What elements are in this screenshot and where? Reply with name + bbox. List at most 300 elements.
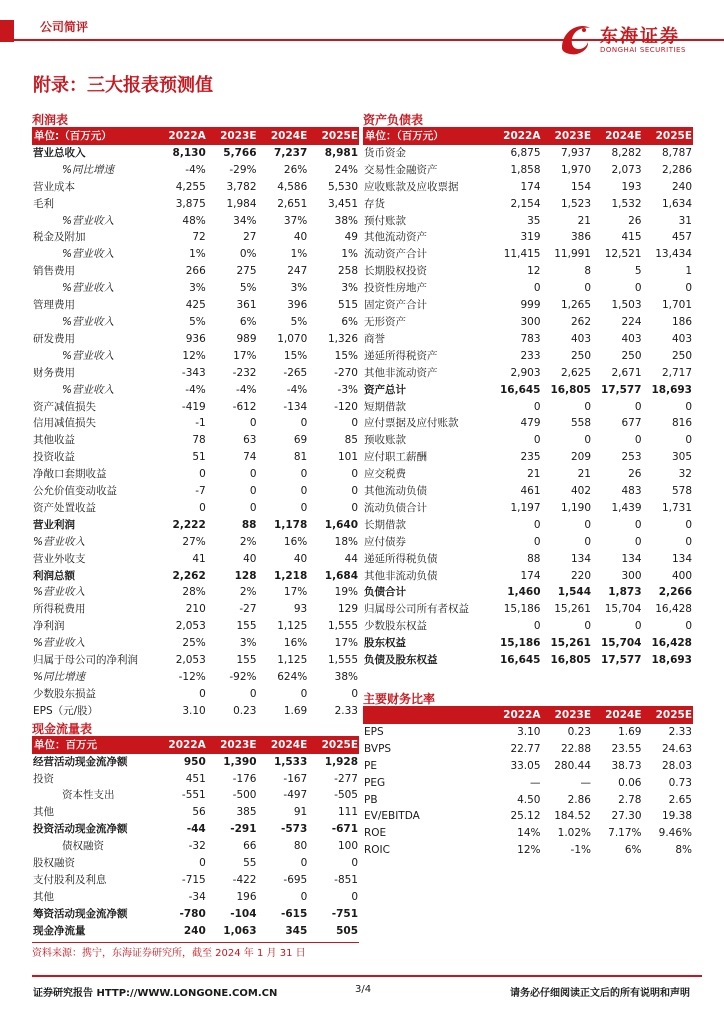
row-value: 18% bbox=[334, 535, 358, 548]
row-value: 93 bbox=[293, 603, 308, 616]
row-value: 15% bbox=[283, 349, 308, 362]
row-value: 1% bbox=[290, 248, 308, 261]
row-value: 8 bbox=[584, 265, 591, 278]
row-value: 24% bbox=[334, 163, 358, 176]
row-value: 1,731 bbox=[661, 501, 692, 514]
row-value: 0.73 bbox=[668, 776, 692, 789]
row-value: -497 bbox=[283, 789, 308, 802]
table-row bbox=[32, 669, 359, 686]
table-row bbox=[363, 314, 693, 331]
table-row bbox=[32, 618, 359, 635]
row-value: -612 bbox=[232, 400, 257, 413]
row-value: 8,787 bbox=[661, 146, 692, 159]
row-label: %营业收入 bbox=[62, 383, 114, 396]
row-value: 0 bbox=[351, 485, 358, 498]
row-label: 归属于母公司的净利润 bbox=[33, 654, 138, 667]
row-label: 投资活动现金流净额 bbox=[33, 823, 128, 836]
column-header-year: 2024E bbox=[592, 707, 643, 724]
row-value: -1 bbox=[195, 417, 206, 430]
row-value: 247 bbox=[287, 265, 308, 278]
row-value: 0 bbox=[300, 501, 308, 514]
row-value: 402 bbox=[570, 485, 591, 498]
row-value: 7,937 bbox=[560, 146, 591, 159]
row-value: 2,222 bbox=[172, 518, 206, 531]
table-row bbox=[32, 635, 359, 652]
row-value: 0 bbox=[584, 400, 591, 413]
row-value: 0 bbox=[300, 417, 308, 430]
row-value: 22.77 bbox=[510, 742, 541, 755]
row-value: 0.23 bbox=[567, 725, 591, 738]
table-row bbox=[32, 314, 359, 331]
footer-disclaimer: 请务必仔细阅读正文后的所有说明和声明 bbox=[510, 988, 690, 999]
row-label: PB bbox=[364, 793, 378, 806]
row-label: %营业收入 bbox=[62, 214, 114, 227]
row-label: 长期借款 bbox=[364, 518, 406, 531]
data-source-note: 资料来源：携宁，东海证券研究所，截至 2024 年 1 月 31 日 bbox=[32, 942, 359, 958]
row-label: 存货 bbox=[364, 197, 385, 210]
row-value: 1.02% bbox=[557, 827, 591, 840]
row-label: 资产处置收益 bbox=[33, 501, 96, 514]
row-value: 81 bbox=[293, 451, 308, 464]
row-label: 投资性房地产 bbox=[364, 282, 427, 295]
table-row bbox=[32, 179, 359, 196]
row-value: 0 bbox=[533, 518, 541, 531]
row-value: 400 bbox=[671, 569, 692, 582]
row-value: 5 bbox=[634, 265, 642, 278]
table-row bbox=[363, 179, 693, 196]
row-value: 0.06 bbox=[618, 776, 642, 789]
row-value: 275 bbox=[236, 265, 257, 278]
row-label: 财务费用 bbox=[33, 366, 75, 379]
row-value: 9.46% bbox=[658, 827, 692, 840]
row-value: 0 bbox=[249, 417, 257, 430]
row-value: 1,190 bbox=[560, 501, 591, 514]
row-value: 0 bbox=[634, 620, 642, 633]
row-value: 100 bbox=[337, 840, 358, 853]
row-value: 111 bbox=[337, 806, 358, 819]
row-label: 现金净流量 bbox=[33, 924, 86, 937]
column-header-year: 2025E bbox=[643, 707, 694, 724]
row-value: 1,873 bbox=[608, 586, 642, 599]
row-value: 26 bbox=[628, 468, 642, 481]
row-label: 营业总收入 bbox=[33, 146, 86, 159]
row-value: 300 bbox=[520, 315, 541, 328]
row-label: 其他流动负债 bbox=[364, 485, 427, 498]
table-row bbox=[32, 331, 359, 348]
row-value: 85 bbox=[344, 434, 358, 447]
logo-english-name: DONGHAI SECURITIES bbox=[600, 46, 686, 54]
table-row bbox=[32, 771, 359, 788]
row-value: 936 bbox=[185, 332, 206, 345]
row-label: 资本性支出 bbox=[62, 789, 115, 802]
row-value: 31 bbox=[678, 214, 692, 227]
row-value: 677 bbox=[621, 417, 642, 430]
row-value: 2,625 bbox=[560, 366, 591, 379]
row-value: 14% bbox=[517, 827, 541, 840]
row-label: %营业收入 bbox=[62, 282, 114, 295]
row-value: 16,645 bbox=[499, 654, 541, 667]
row-value: 2% bbox=[239, 586, 257, 599]
row-value: 13,434 bbox=[655, 248, 692, 261]
row-value: 2,053 bbox=[175, 620, 206, 633]
row-value: 250 bbox=[671, 349, 692, 362]
row-value: 26% bbox=[283, 163, 308, 176]
row-value: 16,805 bbox=[550, 654, 591, 667]
table-row bbox=[363, 213, 693, 230]
footer-site-link[interactable]: 证券研究报告 HTTP://WWW.LONGONE.COM.CN bbox=[33, 988, 278, 999]
row-value: 0 bbox=[584, 535, 591, 548]
row-value: 0 bbox=[300, 485, 308, 498]
column-header-year: 2025E bbox=[308, 737, 359, 754]
row-value: 4.50 bbox=[517, 793, 541, 806]
row-value: 3,875 bbox=[175, 197, 206, 210]
row-value: 38% bbox=[334, 671, 358, 683]
row-value: 1,858 bbox=[510, 163, 541, 176]
row-value: 578 bbox=[671, 485, 692, 498]
right-column bbox=[363, 112, 693, 859]
row-value: 41 bbox=[192, 552, 206, 565]
row-value: -671 bbox=[331, 823, 358, 836]
row-label: %营业收入 bbox=[62, 315, 114, 328]
row-value: 280.44 bbox=[554, 759, 591, 772]
table-row bbox=[363, 348, 693, 365]
table-row bbox=[32, 196, 359, 213]
row-label: 营业外收支 bbox=[33, 552, 86, 565]
row-value: 0 bbox=[351, 857, 358, 870]
row-label: 递延所得税资产 bbox=[364, 349, 438, 362]
row-value: 63 bbox=[243, 434, 257, 447]
row-value: 49 bbox=[344, 231, 358, 244]
row-value: 15,704 bbox=[600, 637, 642, 650]
row-value: 1.69 bbox=[283, 704, 308, 717]
row-value: 91 bbox=[293, 806, 308, 819]
row-label: PE bbox=[364, 759, 377, 772]
table-row bbox=[32, 551, 359, 568]
row-value: 0 bbox=[300, 687, 308, 700]
income-statement-title: 利润表 bbox=[32, 112, 359, 128]
column-header-year: 2024E bbox=[258, 737, 309, 754]
row-label: ROE bbox=[364, 827, 387, 840]
row-value: -1% bbox=[570, 844, 591, 857]
row-value: 1,218 bbox=[274, 569, 308, 582]
row-label: 资产减值损失 bbox=[33, 400, 96, 413]
row-value: 361 bbox=[236, 299, 257, 312]
row-value: 12,521 bbox=[604, 248, 642, 261]
row-value: 15,261 bbox=[554, 603, 591, 616]
column-header-year: 2022A bbox=[491, 707, 542, 724]
table-row bbox=[32, 483, 359, 500]
table-row bbox=[363, 842, 693, 859]
row-value: 3% bbox=[290, 282, 308, 295]
row-value: -419 bbox=[181, 400, 206, 413]
row-value: 0 bbox=[533, 400, 541, 413]
table-row bbox=[32, 601, 359, 618]
table-row bbox=[363, 432, 693, 449]
table-row bbox=[32, 754, 359, 771]
row-value: 1,640 bbox=[324, 518, 358, 531]
table-row bbox=[363, 331, 693, 348]
row-label: 其他 bbox=[33, 806, 54, 819]
row-value: 72 bbox=[192, 231, 206, 244]
row-label: %同比增速 bbox=[62, 163, 114, 176]
row-value: 1,178 bbox=[274, 518, 308, 531]
row-value: 134 bbox=[621, 552, 642, 565]
row-value: 5% bbox=[189, 315, 206, 328]
table-row bbox=[32, 365, 359, 382]
row-label: 管理费用 bbox=[33, 299, 75, 312]
row-value: 12 bbox=[527, 265, 541, 278]
row-value: 0 bbox=[199, 501, 206, 514]
row-value: -27 bbox=[239, 603, 257, 616]
table-row bbox=[32, 213, 359, 230]
row-value: 816 bbox=[671, 417, 692, 430]
row-value: 1% bbox=[189, 248, 206, 261]
row-value: 5,530 bbox=[327, 180, 358, 193]
page-number: 3/4 bbox=[355, 984, 372, 995]
row-value: 425 bbox=[185, 299, 206, 312]
row-label: 少数股东损益 bbox=[33, 687, 96, 700]
row-value: 0 bbox=[351, 501, 358, 514]
row-value: 1,684 bbox=[324, 569, 358, 582]
row-value: 4,255 bbox=[175, 180, 206, 193]
column-header-year: 2024E bbox=[258, 128, 309, 145]
column-header-year: 2023E bbox=[542, 128, 593, 145]
row-value: 2% bbox=[239, 535, 257, 548]
row-label: 债权融资 bbox=[62, 840, 104, 853]
column-header-year: 2022A bbox=[156, 128, 207, 145]
row-value: 1,523 bbox=[560, 197, 591, 210]
row-label: 营业利润 bbox=[33, 518, 75, 531]
row-label: 支付股利及利息 bbox=[33, 873, 107, 886]
row-value: 55 bbox=[243, 857, 257, 870]
row-value: — bbox=[580, 776, 591, 789]
row-value: 88 bbox=[241, 518, 257, 531]
logo-chinese-name: 东海证券 bbox=[600, 26, 680, 47]
balance-sheet-title: 资产负债表 bbox=[363, 112, 693, 128]
row-value: 128 bbox=[234, 569, 257, 582]
row-value: -270 bbox=[334, 366, 358, 379]
row-value: 16% bbox=[283, 535, 308, 548]
row-value: 66 bbox=[243, 840, 257, 853]
row-value: 220 bbox=[570, 569, 591, 582]
row-value: 4,586 bbox=[277, 180, 308, 193]
row-value: -4% bbox=[236, 383, 257, 396]
row-value: 15,186 bbox=[503, 603, 541, 616]
row-value: 989 bbox=[236, 332, 257, 345]
table-row bbox=[32, 145, 359, 162]
row-value: 1% bbox=[341, 248, 358, 261]
row-value: 7,237 bbox=[274, 146, 308, 159]
row-value: 1,125 bbox=[277, 620, 308, 633]
row-value: 403 bbox=[621, 332, 642, 345]
row-label: BVPS bbox=[364, 742, 392, 755]
column-header-year: 2023E bbox=[207, 737, 258, 754]
row-value: 0 bbox=[199, 857, 206, 870]
row-label: 公允价值变动收益 bbox=[33, 485, 117, 498]
row-value: 1,634 bbox=[661, 197, 692, 210]
row-value: 15,186 bbox=[499, 637, 541, 650]
row-label: 其他流动资产 bbox=[364, 231, 427, 244]
row-value: 3% bbox=[341, 282, 358, 295]
row-value: 3% bbox=[239, 637, 257, 650]
column-header-unit: 单位:（百万元） bbox=[32, 128, 156, 145]
row-value: 0 bbox=[300, 890, 308, 903]
row-value: 2,651 bbox=[277, 197, 308, 210]
row-value: 250 bbox=[570, 349, 591, 362]
row-value: 0 bbox=[685, 620, 692, 633]
report-type-tag: 公司简评 bbox=[40, 20, 89, 34]
row-value: 80 bbox=[293, 840, 308, 853]
row-value: 38% bbox=[334, 214, 358, 227]
row-value: 624% bbox=[277, 671, 308, 683]
row-value: 5% bbox=[239, 282, 257, 295]
row-value: 0 bbox=[634, 518, 642, 531]
row-value: 0 bbox=[533, 620, 541, 633]
row-value: 250 bbox=[621, 349, 642, 362]
row-value: 0 bbox=[685, 282, 692, 295]
row-value: 999 bbox=[520, 299, 541, 312]
row-label: 净敞口套期收益 bbox=[33, 468, 107, 481]
row-value: 6,875 bbox=[510, 146, 541, 159]
row-label: EPS（元/股） bbox=[33, 704, 99, 717]
row-value: 38.73 bbox=[611, 759, 642, 772]
row-value: 300 bbox=[621, 569, 642, 582]
row-value: 5,766 bbox=[223, 146, 257, 159]
table-row bbox=[363, 792, 693, 809]
row-label: 毛利 bbox=[33, 197, 54, 210]
row-value: 240 bbox=[671, 180, 692, 193]
table-row bbox=[32, 821, 359, 838]
row-label: 利润总额 bbox=[33, 569, 75, 582]
table-row bbox=[32, 500, 359, 517]
row-value: 22.88 bbox=[560, 742, 591, 755]
table-row bbox=[32, 906, 359, 923]
row-label: 归属母公司所有者权益 bbox=[364, 603, 469, 616]
row-value: 134 bbox=[570, 552, 591, 565]
row-value: 28.03 bbox=[661, 759, 692, 772]
footer-divider bbox=[32, 975, 702, 977]
row-label: 商誉 bbox=[364, 332, 385, 345]
row-label: 所得税费用 bbox=[33, 603, 86, 616]
row-value: 0 bbox=[249, 485, 257, 498]
row-value: -92% bbox=[229, 671, 257, 683]
row-value: 3.10 bbox=[182, 704, 206, 717]
row-value: -695 bbox=[283, 873, 308, 886]
table-row bbox=[363, 741, 693, 758]
row-label: %营业收入 bbox=[62, 248, 114, 261]
table-row bbox=[32, 568, 359, 585]
row-value: -615 bbox=[280, 907, 308, 920]
income-statement-table bbox=[32, 128, 359, 720]
row-value: 3% bbox=[189, 282, 206, 295]
row-value: -422 bbox=[232, 873, 257, 886]
row-label: 长期股权投资 bbox=[364, 265, 427, 278]
row-value: 17% bbox=[283, 586, 308, 599]
row-value: -265 bbox=[283, 366, 308, 379]
row-value: 40 bbox=[243, 552, 257, 565]
row-value: -32 bbox=[188, 840, 206, 853]
row-value: 24.63 bbox=[661, 742, 692, 755]
table-row bbox=[32, 517, 359, 534]
row-value: 17% bbox=[233, 349, 257, 362]
row-value: 6% bbox=[239, 315, 257, 328]
row-value: 25% bbox=[182, 637, 206, 650]
row-value: 48% bbox=[182, 214, 206, 227]
row-label: 其他 bbox=[33, 890, 54, 903]
table-row bbox=[363, 635, 693, 652]
row-value: 0 bbox=[351, 468, 358, 481]
column-header-year: 2023E bbox=[542, 707, 593, 724]
row-label: 投资收益 bbox=[33, 451, 75, 464]
row-value: 2,903 bbox=[510, 366, 541, 379]
row-value: 19.38 bbox=[661, 810, 692, 823]
row-value: 233 bbox=[520, 349, 541, 362]
table-row bbox=[363, 775, 693, 792]
row-value: 1,439 bbox=[611, 501, 642, 514]
table-row bbox=[32, 703, 359, 720]
row-label: 流动负债合计 bbox=[364, 501, 427, 514]
row-value: — bbox=[530, 776, 541, 789]
row-value: 1,555 bbox=[327, 654, 358, 667]
table-row bbox=[363, 229, 693, 246]
row-label: 其他非流动负债 bbox=[364, 569, 438, 582]
cashflow-statement-title: 现金流量表 bbox=[32, 721, 359, 737]
cashflow-statement-table bbox=[32, 737, 359, 940]
row-value: 2,671 bbox=[611, 366, 642, 379]
row-value: 154 bbox=[570, 180, 591, 193]
table-row bbox=[363, 263, 693, 280]
column-header-year: 2022A bbox=[156, 737, 207, 754]
row-value: 0 bbox=[685, 434, 692, 447]
row-value: 155 bbox=[236, 620, 257, 633]
row-label: 流动资产合计 bbox=[364, 248, 427, 261]
row-value: -44 bbox=[186, 823, 206, 836]
table-row bbox=[32, 584, 359, 601]
row-label: 经营活动现金流净额 bbox=[33, 755, 128, 768]
row-value: 240 bbox=[183, 924, 206, 937]
row-value: 7.17% bbox=[608, 827, 642, 840]
row-label: 递延所得税负债 bbox=[364, 552, 438, 565]
row-value: 8,282 bbox=[611, 146, 642, 159]
row-label: EPS bbox=[364, 725, 384, 738]
row-value: 0 bbox=[584, 282, 591, 295]
row-value: 51 bbox=[192, 451, 206, 464]
row-value: 5% bbox=[290, 315, 308, 328]
row-value: -120 bbox=[334, 400, 358, 413]
row-value: 3,451 bbox=[327, 197, 358, 210]
table-row bbox=[363, 145, 693, 162]
row-label: 固定资产合计 bbox=[364, 299, 427, 312]
table-row bbox=[363, 825, 693, 842]
table-row bbox=[32, 889, 359, 906]
row-value: 0 bbox=[685, 535, 692, 548]
row-value: 1,125 bbox=[277, 654, 308, 667]
table-row bbox=[32, 263, 359, 280]
row-value: 0 bbox=[634, 535, 642, 548]
row-value: 186 bbox=[671, 315, 692, 328]
row-value: 258 bbox=[337, 265, 358, 278]
table-row bbox=[363, 297, 693, 314]
row-value: -232 bbox=[232, 366, 257, 379]
column-header-unit: 单位：（百万元） bbox=[363, 128, 491, 145]
balance-sheet-table bbox=[363, 128, 693, 669]
row-value: 558 bbox=[570, 417, 591, 430]
row-value: 0 bbox=[351, 417, 358, 430]
row-value: 8,981 bbox=[324, 146, 358, 159]
row-label: 投资 bbox=[33, 772, 54, 785]
row-value: 56 bbox=[192, 806, 206, 819]
table-row bbox=[363, 568, 693, 585]
